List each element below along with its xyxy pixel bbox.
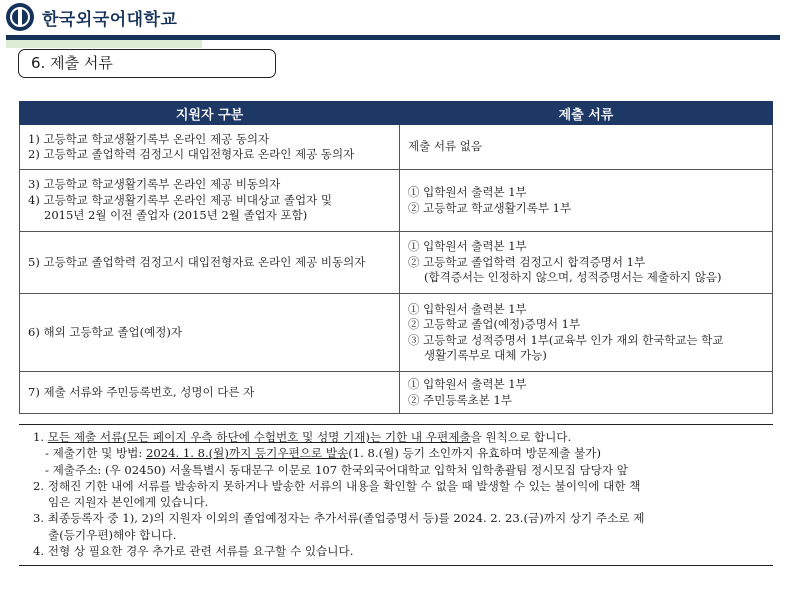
documents-cell bbox=[400, 372, 773, 414]
table-header-row bbox=[20, 102, 773, 125]
note-1-rest: 을 원칙으로 합니다. bbox=[470, 430, 572, 444]
document-line: ② 고등학교 졸업(예정)증명서 1부 bbox=[408, 317, 581, 331]
applicant-cell bbox=[20, 294, 400, 372]
table-row bbox=[20, 372, 773, 414]
section-title: 6. 제출 서류 bbox=[18, 49, 276, 78]
applicant-line: 3) 고등학교 학교생활기록부 온라인 제공 비동의자 bbox=[28, 177, 281, 192]
note-2-line-2: 임은 지원자 본인에게 있습니다. bbox=[48, 495, 209, 510]
header-accent-bar bbox=[6, 40, 202, 48]
document-line: 생활기록부로 대체 가능) bbox=[424, 348, 547, 362]
applicant-line: 1) 고등학교 학교생활기록부 온라인 제공 동의자 bbox=[28, 131, 270, 146]
school-name: 한국외국어대학교 bbox=[42, 9, 178, 30]
note-3-line-1: 3. 최종등록자 중 1), 2)의 지원자 이외의 졸업예정자는 추가서류(졸업증명서 등)를 2024. 2. 23.(금)까지 상기 주소로 제 bbox=[33, 511, 645, 526]
applicant-line: 2015년 2월 이전 졸업자 (2015년 2월 졸업자 포함) bbox=[44, 208, 308, 223]
table-row bbox=[20, 170, 773, 232]
applicant-line: 5) 고등학교 졸업학력 검정고시 대입전형자료 온라인 제공 비동의자 bbox=[28, 254, 366, 269]
deadline-rest: (1. 8.(월) 등기 소인까지 유효하며 방문제출 불가) bbox=[348, 446, 602, 461]
document-line: ② 고등학교 졸업학력 검정고시 합격증명서 1부 bbox=[408, 254, 646, 269]
documents-cell bbox=[400, 125, 773, 170]
note-4: 4. 전형 상 필요한 경우 추가로 관련 서류를 요구할 수 있습니다. bbox=[33, 544, 354, 559]
header-logo bbox=[6, 2, 177, 32]
applicant-cell bbox=[20, 125, 400, 170]
document-line: ③ 고등학교 성적증명서 1부(교육부 인가 재외 한국학교는 학교 bbox=[408, 332, 724, 347]
note-1-deadline bbox=[33, 445, 763, 461]
documents-table bbox=[19, 101, 773, 414]
note-1-address: - 제출주소: (우 02450) 서울특별시 동대문구 이문로 107 한국외국어대학교 입학처 입학총괄팀 정시모집 담당자 앞 bbox=[45, 462, 628, 477]
document-line: ② 주민등록초본 1부 bbox=[408, 392, 512, 407]
notes-section bbox=[19, 424, 773, 566]
applicant-cell bbox=[20, 232, 400, 294]
documents-cell bbox=[400, 170, 773, 232]
table-row bbox=[20, 232, 773, 294]
applicant-cell bbox=[20, 170, 400, 232]
document-line: ① 입학원서 출력본 1부 bbox=[408, 377, 527, 391]
deadline-underlined: 2024. 1. 8.(월)까지 등기우편으로 발송 bbox=[145, 446, 349, 461]
note-1-underlined: 모든 제출 서류(모든 페이지 우측 하단에 수험번호 및 성명 기재)는 기한 내 우편제출 bbox=[47, 430, 471, 444]
table-row bbox=[20, 294, 773, 372]
deadline-prefix: - 제출기한 및 방법: bbox=[45, 446, 146, 461]
documents-cell bbox=[400, 232, 773, 294]
applicant-line: 4) 고등학교 학교생활기록부 온라인 제공 비대상교 졸업자 및 bbox=[28, 192, 333, 207]
document-line: ② 고등학교 학교생활기록부 1부 bbox=[408, 200, 572, 215]
applicant-line: 7) 제출 서류와 주민등록번호, 성명이 다른 자 bbox=[28, 384, 255, 399]
note-1-number: 1. bbox=[33, 430, 45, 444]
column-header-applicant: 지원자 구분 bbox=[20, 102, 400, 125]
table-row bbox=[20, 125, 773, 170]
applicant-line: 6) 해외 고등학교 졸업(예정)자 bbox=[28, 324, 182, 339]
document-line: (합격증서는 인정하지 않으며, 성적증명서는 제출하지 않음) bbox=[424, 270, 722, 285]
applicant-line: 2) 고등학교 졸업학력 검정고시 대입전형자료 온라인 제공 동의자 bbox=[28, 147, 355, 161]
document-line: ① 입학원서 출력본 1부 bbox=[408, 185, 527, 199]
note-3-line-2: 출(등기우편)해야 합니다. bbox=[48, 527, 177, 542]
university-emblem-icon bbox=[6, 3, 34, 31]
note-2-line-1: 2. 정해진 기한 내에 서류를 발송하지 못하거나 발송한 서류의 내용을 확인할 수 없을 때 발생할 수 있는 불이익에 대한 책 bbox=[33, 478, 641, 493]
document-line: ① 입학원서 출력본 1부 bbox=[408, 301, 527, 316]
column-header-documents: 제출 서류 bbox=[400, 102, 773, 125]
applicant-cell bbox=[20, 372, 400, 414]
note-1 bbox=[33, 429, 763, 445]
document-line: 제출 서류 없음 bbox=[408, 139, 482, 154]
documents-cell bbox=[400, 294, 773, 372]
document-line: ① 입학원서 출력본 1부 bbox=[408, 239, 527, 254]
